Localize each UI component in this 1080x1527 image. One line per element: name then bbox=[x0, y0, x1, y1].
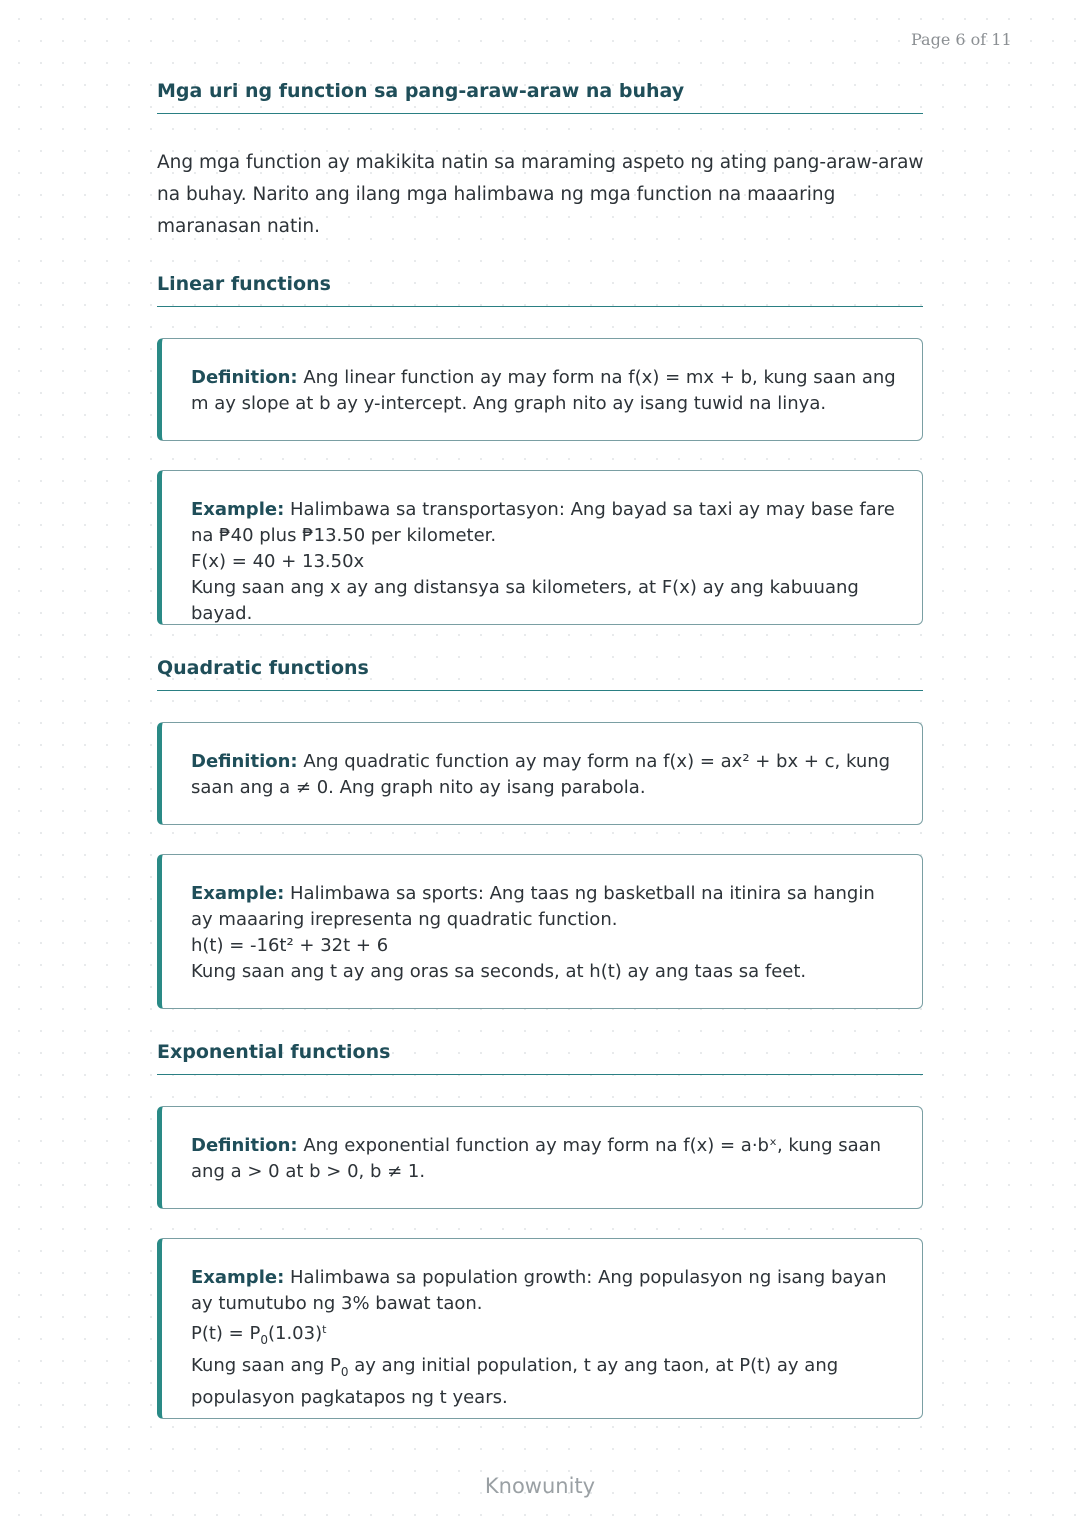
linear-functions-heading: Linear functions bbox=[157, 273, 923, 307]
section-title: Mga uri ng function sa pang-araw-araw na buhay bbox=[157, 80, 923, 114]
quadratic-example-box bbox=[157, 854, 923, 1009]
footer-brand: Knowunity bbox=[484, 1474, 596, 1498]
example-label: Example: bbox=[191, 883, 285, 904]
exponential-example-box bbox=[157, 1238, 923, 1419]
example-formula: $P(t) = P_0(1.03)^t$ bbox=[191, 1323, 327, 1347]
definition-label: Definition: bbox=[191, 751, 298, 772]
example-formula: h(t) = -16t² + 32t + 6 bbox=[191, 935, 389, 956]
linear-definition-box bbox=[157, 338, 923, 441]
definition-label: Definition: bbox=[191, 1135, 298, 1156]
linear-example-box bbox=[157, 470, 923, 625]
example-label: Example: bbox=[191, 499, 285, 520]
example-explanation: Kung saan ang x ay ang distansya sa kilometers, at F(x) ay ang kabuuang bayad. bbox=[191, 577, 859, 624]
definition-text: Ang exponential function ay may form na f(x) = a·bˣ, kung saan ang a > 0 at b > 0, b ≠ 1. bbox=[191, 1135, 882, 1182]
example-formula: F(x) = 40 + 13.50x bbox=[191, 551, 365, 572]
example-text: Halimbawa sa transportasyon: Ang bayad sa taxi ay may base fare na ₱40 plus ₱13.50 per kilometer. bbox=[191, 499, 895, 546]
definition-text: Ang linear function ay may form na f(x) = mx + b, kung saan ang m ay slope at b ay y-intercept. Ang graph nito ay isang tuwid na linya. bbox=[191, 367, 896, 414]
example-explanation: Kung saan ang $P_0$ ay ang initial population, t ay ang taon, at P(t) ay ang populasyon pagkatapos ng t years. bbox=[191, 1355, 839, 1408]
definition-text: Ang quadratic function ay may form na f(x) = ax² + bx + c, kung saan ang a ≠ 0. Ang graph nito ay isang parabola. bbox=[191, 751, 891, 798]
quadratic-functions-heading: Quadratic functions bbox=[157, 657, 923, 691]
example-text: Halimbawa sa sports: Ang taas ng basketball na itinira sa hangin ay maaaring irepresenta ng quadratic function. bbox=[191, 883, 875, 930]
definition-label: Definition: bbox=[191, 367, 298, 388]
page-number: Page 6 of 11 bbox=[911, 30, 1012, 49]
intro-paragraph: Ang mga function ay makikita natin sa maraming aspeto ng ating pang-araw-araw na buhay. Narito ang ilang mga halimbawa ng mga function na maaaring maranasan natin. bbox=[157, 152, 924, 237]
example-text: Halimbawa sa population growth: Ang populasyon ng isang bayan ay tumutubo ng 3% bawat taon. bbox=[191, 1267, 887, 1314]
example-label: Example: bbox=[191, 1267, 285, 1288]
exponential-definition-box bbox=[157, 1106, 923, 1209]
quadratic-definition-box bbox=[157, 722, 923, 825]
exponential-functions-heading: Exponential functions bbox=[157, 1041, 923, 1075]
example-explanation: Kung saan ang t ay ang oras sa seconds, at h(t) ay ang taas sa feet. bbox=[191, 961, 807, 982]
